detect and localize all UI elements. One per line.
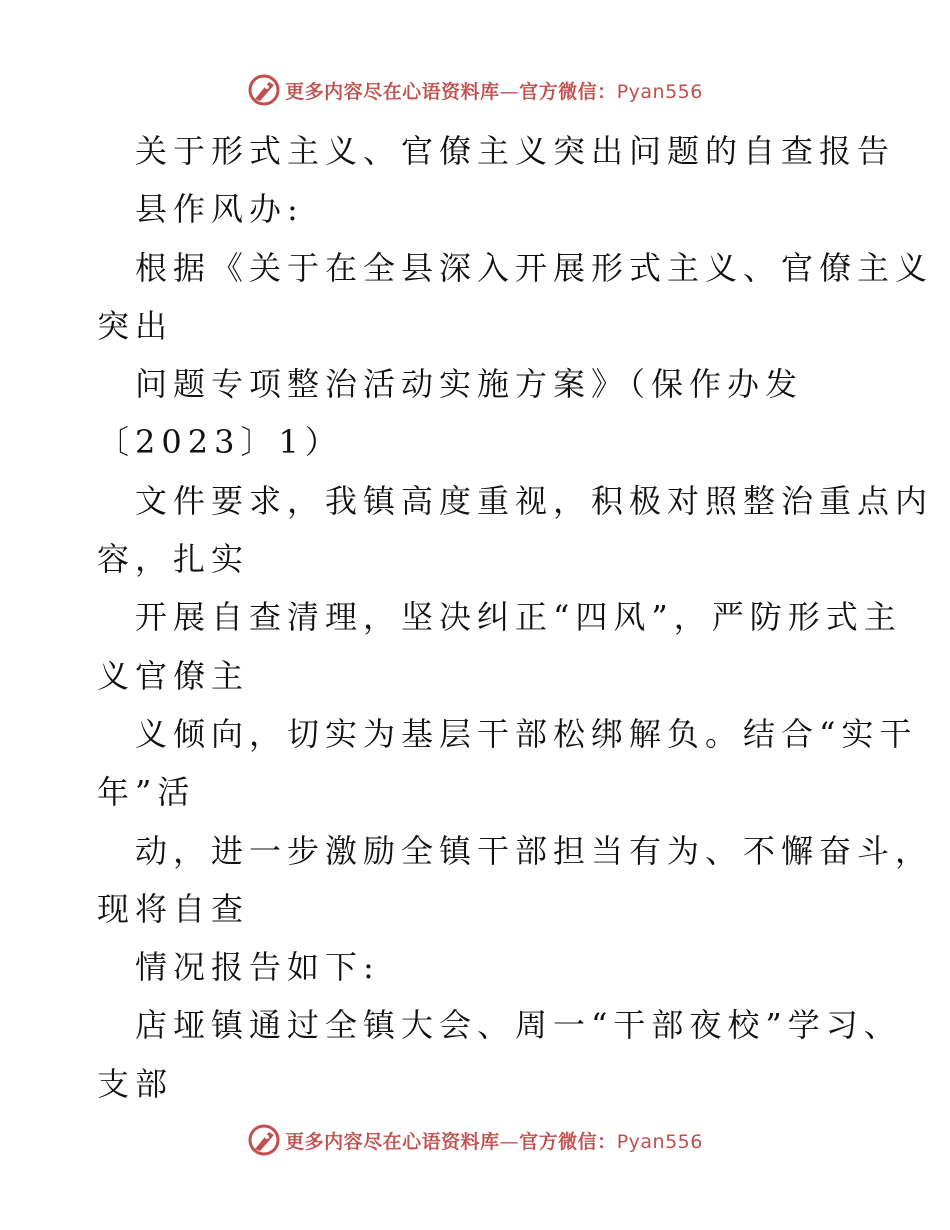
- document-line: 支部: [97, 1064, 174, 1103]
- document-line: 现将自查: [97, 889, 250, 928]
- watermark-contact-text: 官方微信：: [519, 80, 617, 103]
- document-line: 情况报告如下:: [135, 948, 380, 987]
- pen-nib-logo-icon: [247, 1123, 281, 1157]
- document-line: 根据《关于在全县深入开展形式主义、官僚主义: [135, 248, 934, 287]
- watermark-brand-text: 更多内容尽在心语资料库: [285, 80, 500, 103]
- document-addressee: 县作风办:: [135, 190, 304, 229]
- document-line: 文件要求，我镇高度重视，积极对照整治重点内: [135, 481, 934, 520]
- document-line: 〔2023〕1）: [97, 423, 343, 462]
- document-line: 店垭镇通过全镇大会、周一“干部夜校”学习、: [135, 1006, 902, 1045]
- watermark-separator: —: [499, 80, 520, 103]
- watermark-contact-id: Pyan556: [616, 80, 703, 103]
- watermark-contact-id: Pyan556: [616, 1130, 703, 1153]
- document-title: 关于形式主义、官僚主义突出问题的自查报告: [135, 132, 896, 170]
- document-body: [97, 122, 934, 1113]
- document-line: 动，进一步激励全镇干部担当有为、不懈奋斗，: [135, 831, 934, 870]
- document-line: 开展自查清理，坚决纠正“四风”，严防形式主: [135, 598, 902, 637]
- document-line: 义倾向，切实为基层干部松绑解负。结合“实干: [135, 714, 918, 753]
- watermark-separator: —: [499, 1130, 520, 1153]
- watermark-contact-text: 官方微信：: [519, 1130, 617, 1153]
- document-line: 义官僚主: [97, 656, 250, 695]
- document-line: 年”活: [97, 773, 196, 812]
- pen-nib-logo-icon: [247, 73, 281, 107]
- document-line: 突出: [97, 306, 174, 345]
- watermark-brand-text: 更多内容尽在心语资料库: [285, 1130, 500, 1153]
- footer-watermark: [0, 1122, 950, 1158]
- document-line: 问题专项整治活动实施方案》（保作办发: [135, 365, 804, 404]
- header-watermark: [0, 72, 950, 108]
- document-line: 容，扎实: [97, 540, 250, 579]
